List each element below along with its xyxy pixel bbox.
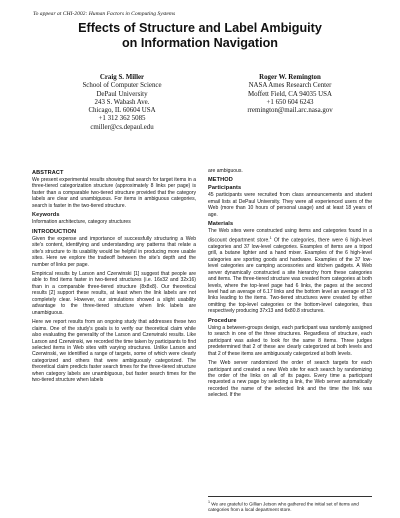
author-email: cmiller@cs.depaul.edu xyxy=(90,123,154,131)
author-address: 243 S. Wabash Ave. xyxy=(94,98,150,106)
introduction-paragraph-3: Here we report results from an ongoing study that addresses these two claims. One of the study's goals is to verify our theoretical claim while also evaluating the generality of the Larson and Czerwinski results. Like Larson and Czerwinski, we recorded the time taken by participants to find selected items in Web sites with varying structures. Unlike Larson and Czerwinski, we identified a range of targets, some of which were clearly categorized and others that were ambiguously categorized. The theoretical claim predicts faster search times for the three-tiered structure when category labels are unambiguous, but faster search times for the two-tiered structure when labels xyxy=(32,319,196,384)
keywords-heading: Keywords xyxy=(32,212,60,219)
paper-title xyxy=(20,21,380,51)
introduction-paragraph-1: Given the expense and importance of successfully structuring a Web site's content, identifying and understanding any patterns that relate a site's structure to its usability would be helpful in producing more usable sites. Here we explore the tradeoff between the site's depth and the number of links per page. xyxy=(32,235,196,268)
author-affiliation: DePaul University xyxy=(96,90,148,98)
left-column xyxy=(32,168,196,387)
participants-text: 45 participants were recruited from class announcements and student email lists at DePaul University. They were all experienced users of the Web (more than 10 hours of personal usage) and at least 18 years of age. xyxy=(208,192,372,218)
author-name: Craig S. Miller xyxy=(99,74,145,81)
author-block-1 xyxy=(42,74,202,132)
keywords-text: Information architecture, category structures xyxy=(32,219,131,226)
title-line-2: on Information Navigation xyxy=(121,36,279,50)
procedure-heading: Procedure xyxy=(208,317,237,324)
abstract-heading: ABSTRACT xyxy=(32,170,64,176)
introduction-heading: INTRODUCTION xyxy=(32,228,77,235)
continued-text: are ambiguous. xyxy=(208,168,243,174)
materials-text-b: Of the categories, there were 6 high-level categories and 37 low-level categories. Examples of items are a tripod grill, a butane lighter and a hand mixer. Examples of the 6 high-level categories are sporting goods and hardware. Examples of the 37 low-level categories are camping accessories and kitchen gadgets. A Web server dynamically constructed a site hierarchy from these categories and items. The three-tiered structure was created from categories at both levels, where the top-level page had 6 links, the pages at the second level had an average of 6.17 links and the bottom level an average of 13 links leading to the items. Two-tiered structures were created by either omitting the top-level categories or the bottom-level categories, thus respectively producing 37x13 and 6x80.8 structures. xyxy=(208,237,372,315)
materials-heading: Materials xyxy=(208,221,234,228)
author-address: Chicago, IL 60604 USA xyxy=(88,107,156,115)
abstract-text: We present experimental results showing that search for target items in a three-tiered categorization structure (approximately 8 links per page) is faster than a comparable two-tiered structure provided that the category labels are clear and unambiguous. For items in ambiguous categories, search is faster in the two-tiered structure. xyxy=(32,177,196,209)
procedure-paragraph-2: The Web server randomized the order of search targets for each participant and created a new Web site for each search by randomizing the order of the links on all of its pages. Every time a participant requested a new page by selecting a link, the Web server automatically recorded the name of the selected link and the time the link was selected. If the xyxy=(208,360,372,399)
author-phone: +1 312 362 5085 xyxy=(98,115,146,123)
footnote-reference: 1 xyxy=(269,235,272,240)
author-address: Moffett Field, CA 94035 USA xyxy=(248,90,332,98)
title-line-1: Effects of Structure and Label Ambiguity xyxy=(78,21,322,35)
footnote xyxy=(208,496,372,513)
author-affiliation: NASA Ames Research Center xyxy=(248,82,332,90)
footnote-mark: 1 xyxy=(208,500,210,504)
author-block-2 xyxy=(210,74,370,115)
author-name: Roger W. Remington xyxy=(259,74,321,81)
materials-text xyxy=(208,228,372,315)
author-phone: +1 650 604 6243 xyxy=(266,98,314,106)
author-affiliation: School of Computer Science xyxy=(82,82,162,90)
method-heading: METHOD xyxy=(208,177,233,184)
materials-text-a: The Web sites were constructed using items and categories found in a discount department store. xyxy=(208,228,372,244)
footnote-text: We are grateful to Gillian Jetson who gathered the initial set of items and categories from a local department store. xyxy=(208,501,359,513)
procedure-paragraph-1: Using a between-groups design, each participant was randomly assigned to search in one of the three structures. Regardless of structure, each participant was asked to look for the same 8 items. Three judges predetermined that 2 of these are clearly categorized at both levels and that 2 of these items are ambiguously categorized at both levels. xyxy=(208,324,372,357)
running-header: To appear at CHI-2002: Human Factors in Computing Systems xyxy=(33,11,176,17)
right-column xyxy=(208,168,372,402)
author-email: rremington@mail.arc.nasa.gov xyxy=(247,107,333,115)
participants-heading: Participants xyxy=(208,185,242,192)
introduction-paragraph-2: Empirical results by Larson and Czerwinski [1] suggest that people are able to find items faster in two-tiered structures (i.e. 16x32 and 32x16) than in a comparable three-tiered structure (8x8x8). Our theoretical results [2] support these results, at least when the link labels are not completely clear. However, our simulations showed a slight usability advantage to the three-tiered structure when link labels are unambiguous. xyxy=(32,270,196,316)
